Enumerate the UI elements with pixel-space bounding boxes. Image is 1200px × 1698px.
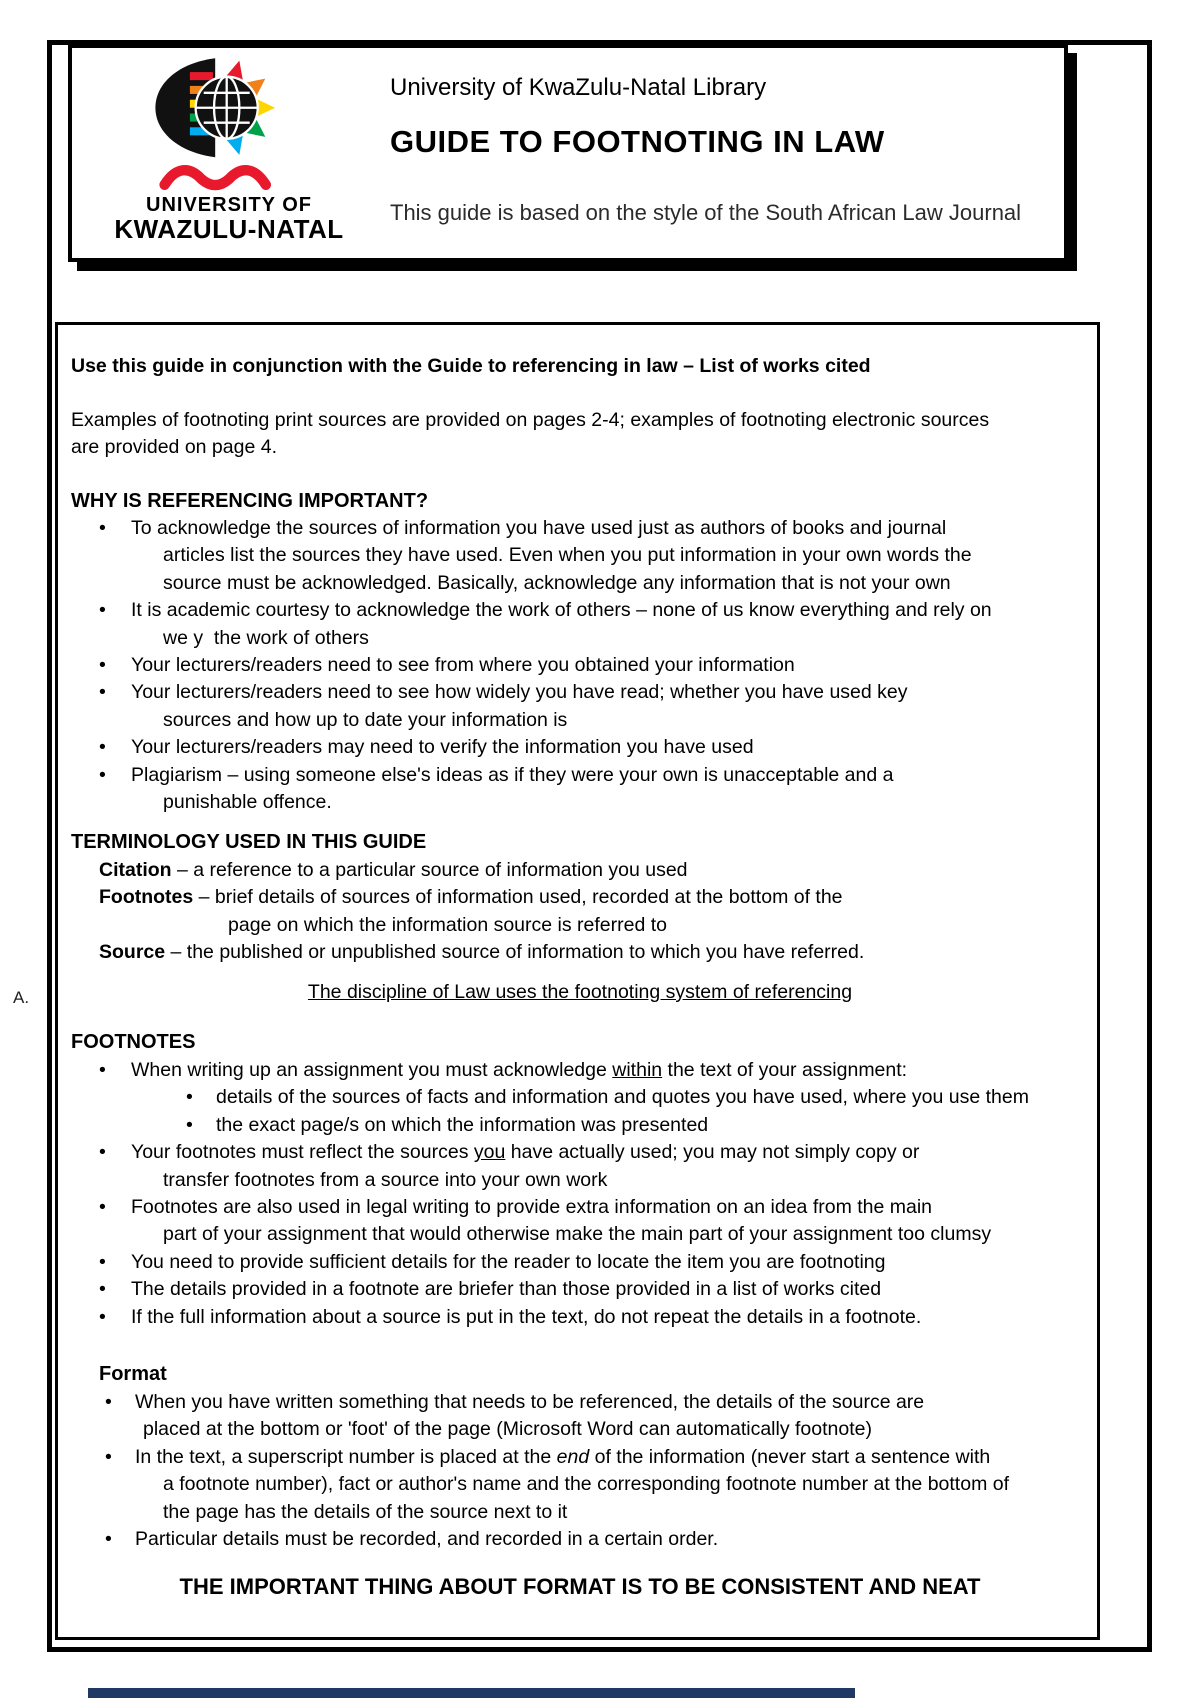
bullet-line: placed at the bottom or 'foot' of the page (Microsoft Word can automatically footnote) <box>143 1418 872 1441</box>
closing-statement-row <box>71 1573 1089 1600</box>
format-heading: Format <box>99 1363 167 1385</box>
bullet-line: the page has the details of the source next to it <box>163 1500 568 1523</box>
library-name: University of KwaZulu-Natal Library <box>390 74 767 101</box>
bullet-line: articles list the sources they have used. Even when you put information in your own words the <box>163 544 972 567</box>
bullet-line: sources and how up to date your information is <box>163 708 568 731</box>
bullet-line: • It is academic courtesy to acknowledge the work of others – none of us know everything and rely on <box>71 597 1089 624</box>
footnotes-bullets <box>71 1057 1089 1331</box>
bullet-line: • Your footnotes must reflect the sources you have actually used; you may not simply copy or <box>71 1139 1089 1166</box>
bullet-line: • Particular details must be recorded, and recorded in a certain order. <box>71 1526 1089 1553</box>
why-bullets <box>71 515 1089 816</box>
header-box <box>68 44 1068 262</box>
margin-label: A. <box>13 988 30 1007</box>
bullet-line: • Plagiarism – using someone else's ideas as if they were your own is unacceptable and a <box>71 762 1089 789</box>
logo-text-university-of: UNIVERSITY OF <box>146 194 312 216</box>
terminology-heading: TERMINOLOGY USED IN THIS GUIDE <box>71 831 427 853</box>
bullet-line: punishable offence. <box>163 791 332 814</box>
bullet-line: • Your lecturers/readers need to see how widely you have read; whether you have used key <box>71 679 1089 706</box>
bullet-line: • When writing up an assignment you must acknowledge within the text of your assignment: <box>71 1057 1089 1084</box>
logo-text-kwazulu-natal: KWAZULU-NATAL <box>114 214 344 244</box>
intro-paragraph-line: are provided on page 4. <box>71 436 277 459</box>
closing-statement: THE IMPORTANT THING ABOUT FORMAT IS TO BE CONSISTENT AND NEAT <box>179 1574 981 1599</box>
discipline-statement-row <box>71 979 1089 1006</box>
bullet-line: • In the text, a superscript number is placed at the end of the information (never start a sentence with <box>71 1444 1089 1471</box>
format-bullets <box>71 1389 1089 1553</box>
ukzn-logo <box>94 56 364 243</box>
term-footnotes-cont: page on which the information source is referred to <box>228 913 667 936</box>
footnotes-heading: FOOTNOTES <box>71 1031 196 1053</box>
bullet-line: • If the full information about a source is put in the text, do not repeat the details in a footnote. <box>71 1304 1089 1331</box>
why-heading-row <box>71 488 1089 515</box>
page-title: GUIDE TO FOOTNOTING IN LAW <box>390 124 885 159</box>
header-text-block <box>390 48 1050 258</box>
why-heading: WHY IS REFERENCING IMPORTANT? <box>71 490 429 512</box>
bullet-line: • Footnotes are also used in legal writing to provide extra information on an idea from the main <box>71 1194 1089 1221</box>
term-citation: Citation – a reference to a particular source of information you used <box>99 859 688 881</box>
terminology-items <box>71 857 1089 967</box>
footnotes-heading-row <box>71 1029 1089 1056</box>
bullet-line: • When you have written something that needs to be referenced, the details of the source are <box>71 1389 1089 1416</box>
bullet-line: • To acknowledge the sources of information you have used just as authors of books and journal <box>71 515 1089 542</box>
bullet-line: • Your lecturers/readers need to see from where you obtained your information <box>71 652 1089 679</box>
term-source: Source – the published or unpublished source of information to which you have referred. <box>99 941 865 964</box>
bullet-line: a footnote number), fact or author's name and the corresponding footnote number at the bottom of <box>163 1473 1009 1496</box>
bottom-bar <box>88 1688 855 1698</box>
term-footnotes: Footnotes – brief details of sources of information used, recorded at the bottom of the <box>99 886 843 909</box>
intro-section <box>71 353 1089 380</box>
ukzn-emblem-icon <box>153 56 305 194</box>
sub-bullet-line: • details of the sources of facts and information and quotes you have used, where you use them <box>71 1084 1089 1111</box>
bullet-line: part of your assignment that would otherwise make the main part of your assignment too clumsy <box>163 1223 992 1246</box>
discipline-statement: The discipline of Law uses the footnoting system of referencing <box>307 981 853 1003</box>
bullet-line: transfer footnotes from a source into your own work <box>163 1168 608 1191</box>
bullet-line: • Your lecturers/readers may need to verify the information you have used <box>71 734 1089 761</box>
format-heading-row <box>71 1361 1089 1388</box>
sub-bullet-line: • the exact page/s on which the information was presented <box>71 1112 1089 1139</box>
intro-paragraph-line: Examples of footnoting print sources are provided on pages 2-4; examples of footnoting electronic sources <box>71 409 990 431</box>
bullet-line: we y the work of others <box>163 626 369 649</box>
bullet-line: source must be acknowledged. Basically, acknowledge any information that is not your own <box>163 571 951 594</box>
intro-paragraph <box>71 407 1089 462</box>
bullet-line: • You need to provide sufficient details for the reader to locate the item you are footnoting <box>71 1249 1089 1276</box>
terminology-heading-row <box>71 829 1089 856</box>
content-box <box>55 322 1100 1640</box>
intro-bold-line: Use this guide in conjunction with the Guide to referencing in law – List of works cited <box>71 355 871 377</box>
page-subtitle: This guide is based on the style of the South African Law Journal <box>390 200 1022 225</box>
bullet-line: • The details provided in a footnote are briefer than those provided in a list of works cited <box>71 1276 1089 1303</box>
